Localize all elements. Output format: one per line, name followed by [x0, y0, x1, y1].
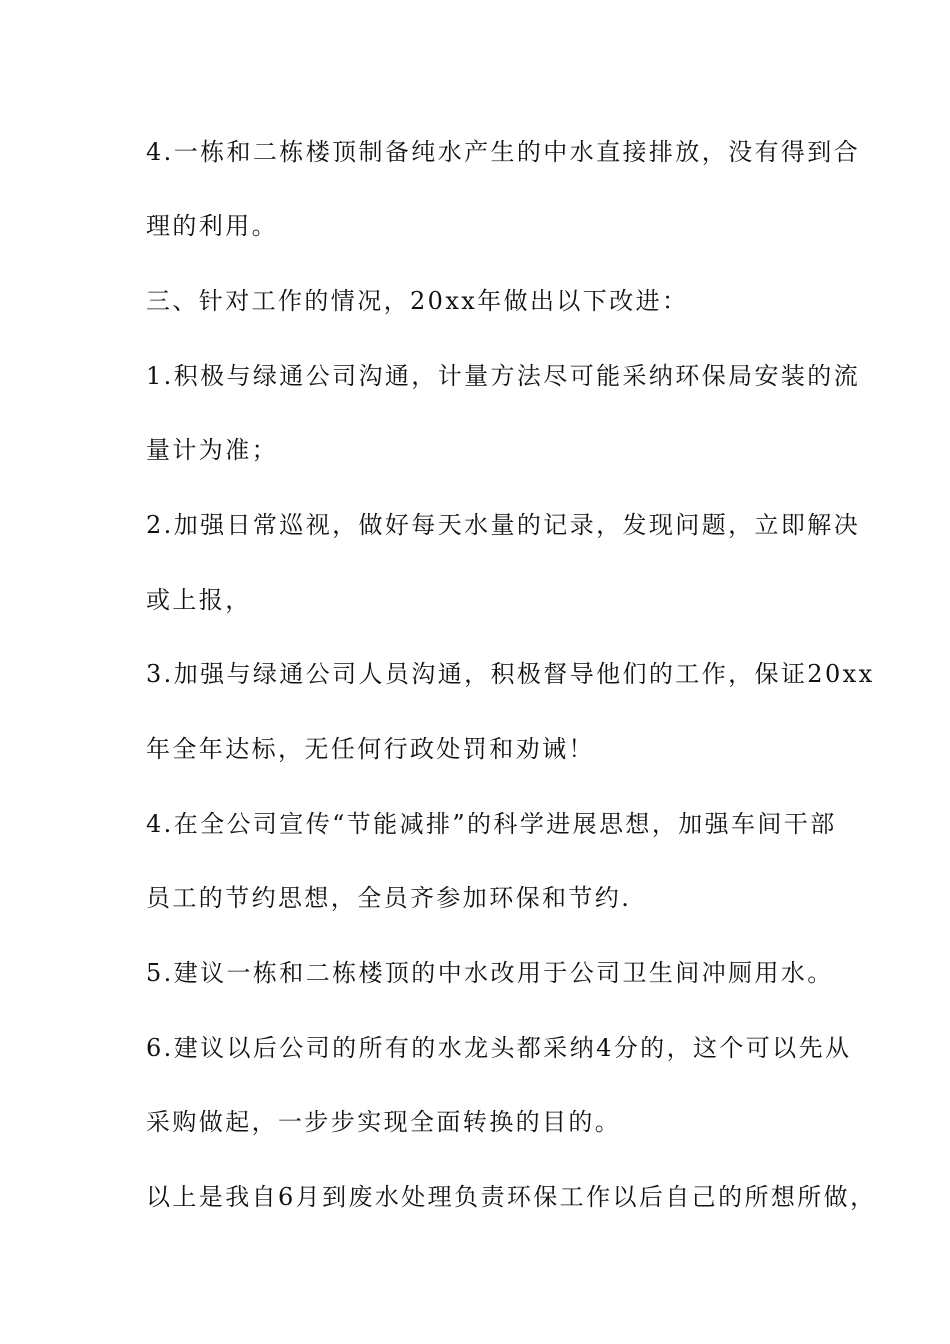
- text-line-10: 4.在全公司宣传“节能减排”的科学进展思想，加强车间干部: [146, 810, 837, 838]
- text-line-9: 年全年达标，无任何行政处罚和劝诫！: [146, 735, 595, 763]
- text-line-1: 4.一栋和二栋楼顶制备纯水产生的中水直接排放，没有得到合: [146, 138, 861, 166]
- text-line-15: 以上是我自6月到废水处理负责环保工作以后自己的所想所做，: [146, 1183, 877, 1211]
- text-line-13: 6.建议以后公司的所有的水龙头都采纳4分的，这个可以先从: [146, 1034, 852, 1062]
- text-line-14: 采购做起，一步步实现全面转换的目的。: [146, 1108, 622, 1136]
- text-line-5: 量计为准；: [146, 436, 278, 464]
- text-line-12: 5.建议一栋和二栋楼顶的中水改用于公司卫生间冲厕用水。: [146, 959, 834, 987]
- text-line-7: 或上报，: [146, 586, 252, 614]
- text-line-4: 1.积极与绿通公司沟通，计量方法尽可能采纳环保局安装的流: [146, 362, 861, 390]
- text-line-3: 三、针对工作的情况，20xx年做出以下改进：: [146, 287, 689, 315]
- text-line-2: 理的利用。: [146, 212, 278, 240]
- text-line-6: 2.加强日常巡视，做好每天水量的记录，发现问题，立即解决: [146, 511, 861, 539]
- text-line-8: 3.加强与绿通公司人员沟通，积极督导他们的工作，保证20xx: [146, 660, 875, 688]
- text-line-11: 员工的节约思想，全员齐参加环保和节约.: [146, 884, 632, 912]
